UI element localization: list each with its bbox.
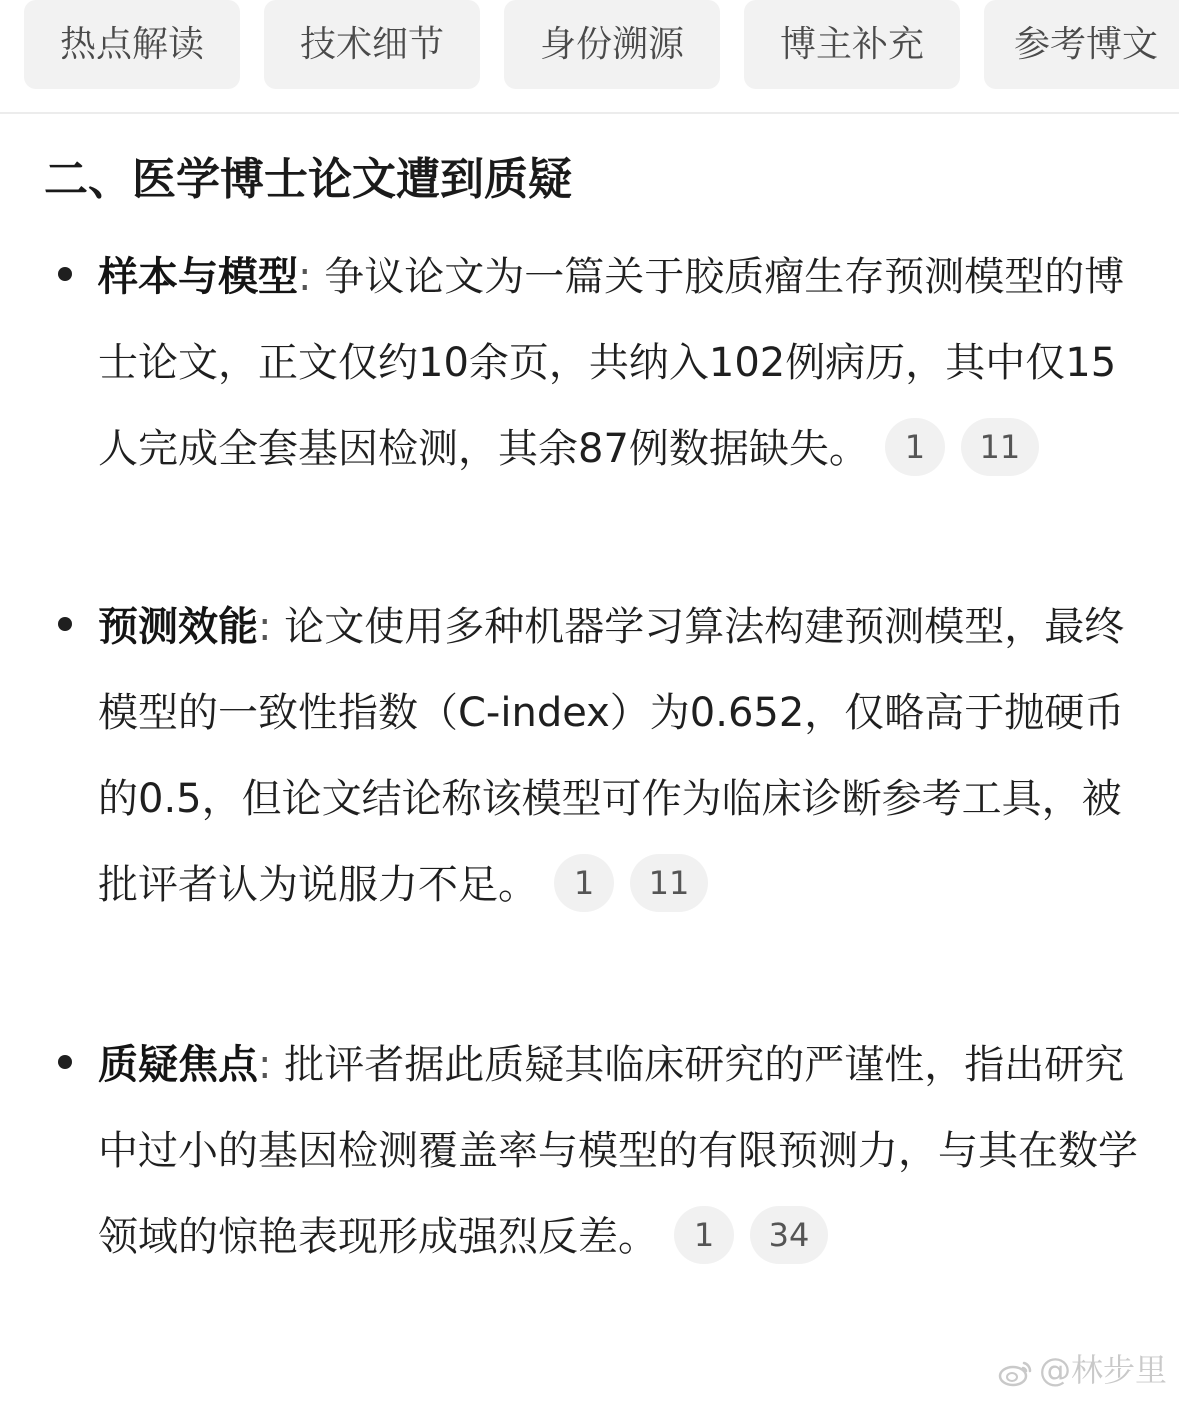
item-label: 样本与模型 [98,254,298,300]
tab-reference-posts[interactable]: 参考博文 [984,0,1179,89]
tab-hotspot[interactable]: 热点解读 [24,0,240,89]
section-heading: 二、医学博士论文遭到质疑 [44,154,572,205]
tab-identity-trace[interactable]: 身份溯源 [504,0,720,89]
list-item [0,234,1179,492]
item-text: 争议论文为一篇关于胶质瘤生存预测模型的博士论文，正文仅约10余页，共纳入102例病历，其中仅15人完成全套基因检测，其余87例数据缺失。 [98,254,1125,472]
item-label: 预测效能 [98,604,258,650]
weibo-logo-icon [997,1357,1035,1387]
item-separator: : [258,604,272,650]
item-text: 批评者据此质疑其临床研究的严谨性，指出研究中过小的基因检测覆盖率与模型的有限预测力，与其在数学领域的惊艳表现形成强烈反差。 [98,1042,1138,1260]
item-separator: : [258,1042,272,1088]
citation-badge[interactable]: 11 [961,418,1039,476]
tab-blogger-supplement[interactable]: 博主补充 [744,0,960,89]
citation-badge[interactable]: 1 [554,854,614,912]
watermark [997,1345,1167,1391]
bullet-icon [58,1055,72,1069]
list-item [0,1022,1179,1280]
tab-tech-details[interactable]: 技术细节 [264,0,480,89]
citation-badge[interactable]: 11 [630,854,708,912]
tab-strip [0,0,1179,114]
item-label: 质疑焦点 [98,1042,258,1088]
item-text: 论文使用多种机器学习算法构建预测模型，最终模型的一致性指数（C-index）为0.652，仅略高于抛硬币的0.5，但论文结论称该模型可作为临床诊断参考工具，被批评者认为说服力不足。 [98,604,1125,908]
watermark-text: @林步里 [1038,1351,1167,1389]
bullet-icon [58,267,72,281]
citation-badge[interactable]: 1 [674,1206,734,1264]
list-item [0,584,1179,928]
item-separator: : [298,254,312,300]
citation-badge[interactable]: 34 [750,1206,828,1264]
bullet-icon [58,617,72,631]
citation-badge[interactable]: 1 [885,418,945,476]
